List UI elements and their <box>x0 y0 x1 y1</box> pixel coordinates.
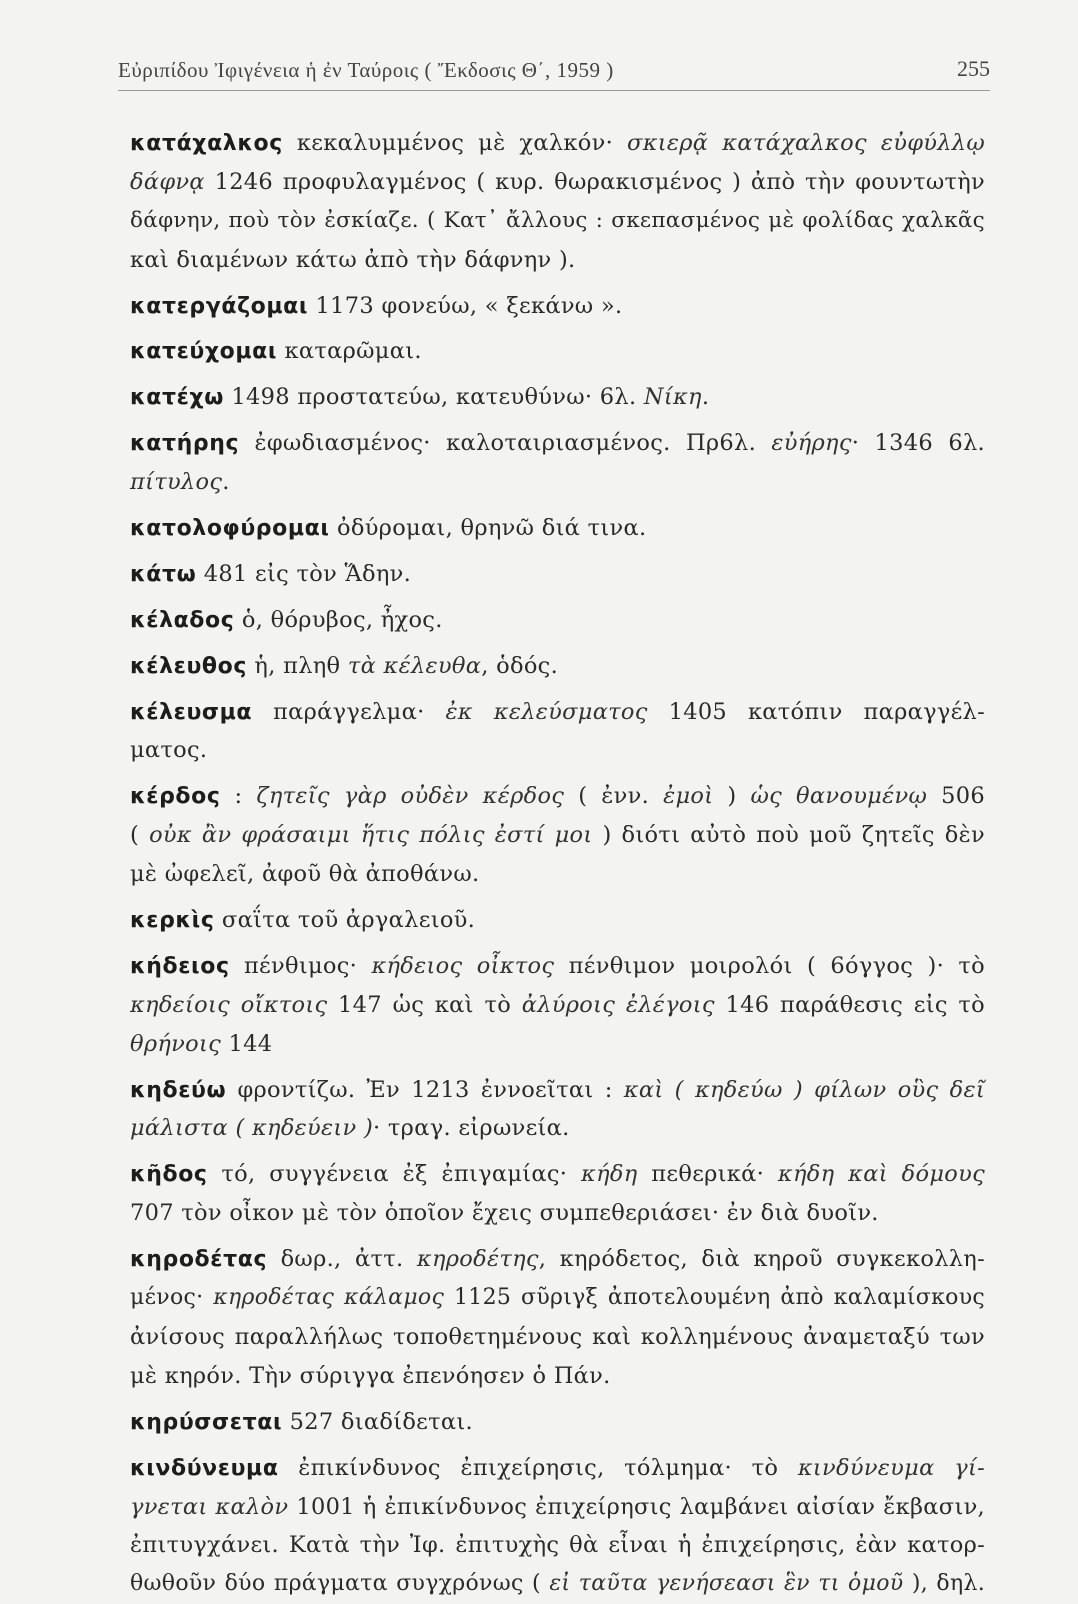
quotation: σκιερᾷ κατάχαλκος εὐφύλλῳ <box>627 130 985 156</box>
quotation: δάφνᾳ <box>130 168 205 195</box>
definition-text: 1001 ἡ ἐπικίνδυνος ἐπιχείρησις λαμβάνει αἰσίαν ἔκβασιν, <box>288 1493 985 1520</box>
definition-text: πεθερικά· <box>637 1161 778 1188</box>
entry-first-line <box>130 332 985 371</box>
entry-continuation-line <box>130 1318 985 1357</box>
entry-first-line <box>130 509 985 548</box>
headword: κήδειος <box>130 953 230 979</box>
definition-text: ἐφωδιασμένος· καλοταιριασμένος. Πρ6λ. <box>239 430 772 457</box>
entry-continuation-line <box>130 1279 985 1318</box>
headword: κατάχαλκος <box>130 131 283 156</box>
definition-text: ) <box>713 783 751 810</box>
entry-continuation-line <box>130 463 985 502</box>
quotation: εὐήρης <box>771 430 852 457</box>
definition-text: 1246 προφυλαγμένος ( κυρ. θωρακισμένος ) ἀπὸ τὴν φουντωτὴν <box>204 168 985 195</box>
quotation: καὶ ( κηδεύω ) φίλων οὓς δεῖ <box>623 1076 985 1103</box>
quotation: ἀλύροις ἐλέγοις <box>521 991 715 1018</box>
entry-first-line <box>130 601 985 640</box>
entry-continuation-line <box>130 1109 985 1148</box>
quotation: κηροδέτης <box>416 1246 539 1273</box>
quotation: οὐκ ἂν φράσαιμι ἥτις πόλις ἐστί μοι <box>149 822 593 849</box>
entry-continuation-line <box>130 1526 985 1565</box>
page-header <box>118 50 990 91</box>
entry-continuation-line <box>130 1488 985 1527</box>
definition-text: 481 εἰς τὸν Ἅδην. <box>196 560 412 587</box>
definition-text: 506 <box>927 783 985 810</box>
entry-continuation-line <box>130 163 985 202</box>
entry-first-line <box>130 1071 985 1110</box>
definition-text: 146 παράθεσις εἰς τὸ <box>714 991 986 1018</box>
entry-continuation-line <box>130 202 985 241</box>
quotation: κήδη <box>581 1161 638 1188</box>
definition-text: . <box>222 469 230 496</box>
headword: κατολοφύρομαι <box>130 516 330 542</box>
definition-text: ), δηλ. <box>903 1571 985 1597</box>
definition-text: καταρῶμαι. <box>277 338 422 365</box>
definition-text: μὲ κηρόν. Τὴν σύριγγα ἐπενόησεν ὁ Πάν. <box>130 1362 611 1389</box>
quotation: θρήνοις <box>130 1030 222 1057</box>
headword: κηροδέτας <box>130 1247 268 1273</box>
quotation: πίτυλος <box>130 469 223 496</box>
definition-text: 707 τὸν οἶκον μὲ τὸν ὁποῖον ἔχεις συμπεθεριάσει· ἐν διὰ δυοῖν. <box>130 1200 879 1227</box>
quotation: κήδη καὶ δόμους <box>777 1161 985 1188</box>
headword: κῆδος <box>130 1162 208 1188</box>
headword: κέλαδος <box>130 607 235 633</box>
definition-text: . <box>701 384 710 411</box>
entry-first-line <box>130 378 985 417</box>
quotation: κινδύνευμα γί- <box>797 1454 986 1481</box>
headword: κηρύσσεται <box>130 1409 283 1435</box>
entry-continuation-line <box>130 1357 985 1396</box>
quotation: εἰ ταῦτα γενήσεασι ἓν τι ὁμοῦ <box>549 1571 904 1597</box>
quotation: κηροδέτας κάλαμος <box>213 1285 445 1311</box>
page-number: 255 <box>957 56 990 81</box>
definition-text: 147 ὡς καὶ τὸ <box>327 991 522 1018</box>
quotation: ἐκ κελεύσματος <box>445 698 648 725</box>
definition-text: 1498 προστατεύω, κατευθύνω· 6λ. <box>223 384 644 411</box>
definition-text: μὲ ὠφελεῖ, ἀφοῦ θὰ ἀποθάνω. <box>130 861 480 888</box>
quotation: γνεται καλὸν <box>130 1493 289 1520</box>
definition-text: πένθιμον μοιρολόι ( 6όγγος )· τὸ <box>554 952 985 979</box>
entry-first-line <box>130 124 985 163</box>
headword: κάτω <box>130 561 197 587</box>
definition-text: 1405 κατόπιν παραγγέλ- <box>647 698 986 725</box>
definition-text: σαΐτα τοῦ ἀργαλειοῦ. <box>214 907 476 934</box>
entry-continuation-line <box>130 731 985 770</box>
quotation: κήδειος οἶκτος <box>371 952 555 979</box>
definition-text: ὁ, θόρυβος, ἦχος. <box>234 606 443 633</box>
definition-text: φροντίζω. Ἐν 1213 ἐννοεῖται : <box>226 1076 624 1103</box>
headword: κέλευσμα <box>130 699 253 725</box>
entry-continuation-line <box>130 241 985 280</box>
definition-text: ματος. <box>130 737 208 764</box>
definition-text: ἐπιτυγχάνει. Κατὰ τὴν Ἰφ. ἐπιτυχὴς θὰ εἶναι ἡ ἐπιχείρησις, ἐὰν κατορ- <box>130 1532 985 1559</box>
definition-text: μένος· <box>130 1285 214 1311</box>
entry-first-line <box>130 1449 985 1488</box>
definition-text: 144 <box>221 1030 273 1057</box>
headword: κέλευθος <box>130 653 247 679</box>
headword: κατέχω <box>130 385 224 411</box>
entry-first-line <box>130 901 985 940</box>
definition-text: ἀνίσους παραλλήλως τοποθετημένους καὶ κολλημένους ἀναμεταξύ των <box>130 1323 985 1350</box>
definition-text: κεκαλυμμένος μὲ χαλκόν· <box>282 130 628 156</box>
definition-text: θωθοῦν δύο πράγματα συγχρόνως ( <box>130 1571 550 1597</box>
quotation: ζητεῖς γὰρ οὐδὲν κέρδος <box>256 783 565 810</box>
quotation: ἐμοὶ <box>663 783 714 810</box>
definition-text: δάφνην, ποὺ τὸν ἐσκίαζε. ( Κατ᾿ ἄλλους : σκεπασμένος μὲ φολίδας χαλκᾶς <box>130 207 985 233</box>
entry-first-line <box>130 693 985 732</box>
entry-first-line <box>130 555 985 594</box>
quotation: μάλιστα ( κηδεύειν ) <box>130 1115 374 1142</box>
definition-text: ὀδύρομαι, θρηνῶ διά τινα. <box>329 515 647 542</box>
definition-text: · τραγ. εἰρωνεία. <box>373 1115 570 1142</box>
definition-text: 1173 φονεύω, « ξεκάνω ». <box>308 292 623 319</box>
headword: κινδύνευμα <box>130 1455 279 1481</box>
entry-first-line <box>130 424 985 463</box>
entry-first-line <box>130 1403 985 1442</box>
entry-first-line <box>130 1240 985 1279</box>
entry-continuation-line <box>130 855 985 894</box>
definition-text: ἡ, πληθ <box>246 652 348 679</box>
headword: κηδεύω <box>130 1077 227 1103</box>
definition-text: , ὁδός. <box>481 652 559 679</box>
headword: κατήρης <box>130 431 240 457</box>
definition-text: πένθιμος· <box>229 952 372 979</box>
entry-first-line <box>130 777 985 816</box>
headword: κέρδος <box>130 784 221 810</box>
headword: κατεύχομαι <box>130 339 278 365</box>
headword: κατεργάζομαι <box>130 293 309 319</box>
definition-text: ( ἐνν. <box>564 783 664 810</box>
entry-continuation-line <box>130 1565 985 1604</box>
definition-text: ) διότι αὐτὸ ποὺ μοῦ ζητεῖς δὲν <box>592 822 986 849</box>
entry-first-line <box>130 287 985 326</box>
quotation: τὰ κέλευθα <box>347 652 482 679</box>
headword: κερκὶς <box>130 908 215 934</box>
definition-text: ( <box>130 822 150 849</box>
definition-text: · 1346 6λ. <box>851 430 986 457</box>
definition-text: καὶ διαμένων κάτω ἀπὸ τὴν δάφνην ). <box>130 246 576 273</box>
glossary-body <box>130 124 985 1604</box>
definition-text: 527 διαδίδεται. <box>282 1408 473 1435</box>
entry-first-line <box>130 647 985 686</box>
definition-text: δωρ., ἀττ. <box>267 1246 417 1273</box>
entry-continuation-line <box>130 986 985 1025</box>
definition-text: ἐπικίνδυνος ἐπιχείρησις, τόλμημα· τὸ <box>278 1454 798 1481</box>
entry-continuation-line <box>130 1025 985 1064</box>
entry-continuation-line <box>130 816 985 855</box>
quotation: Νίκη <box>643 384 702 411</box>
quotation: ὡς θανουμένῳ <box>750 783 928 810</box>
entry-first-line <box>130 947 985 986</box>
definition-text: : <box>220 783 257 810</box>
definition-text: παράγγελμα· <box>252 698 446 725</box>
definition-text: 1125 σῦριγξ ἀποτελουμένη ἀπὸ καλαμίσκους <box>444 1285 985 1311</box>
entry-continuation-line <box>130 1194 985 1233</box>
running-title: Εὐριπίδου Ἰφιγένεια ἡ ἐν Ταύροις ( Ἔκδοσις Θ΄, 1959 ) <box>118 58 614 82</box>
definition-text: τό, συγγένεια ἐξ ἐπιγαμίας· <box>207 1161 582 1188</box>
entry-first-line <box>130 1155 985 1194</box>
quotation: κηδείοις οἴκτοις <box>130 991 328 1018</box>
definition-text: , κηρόδετος, διὰ κηροῦ συγκεκολλη- <box>538 1246 985 1273</box>
